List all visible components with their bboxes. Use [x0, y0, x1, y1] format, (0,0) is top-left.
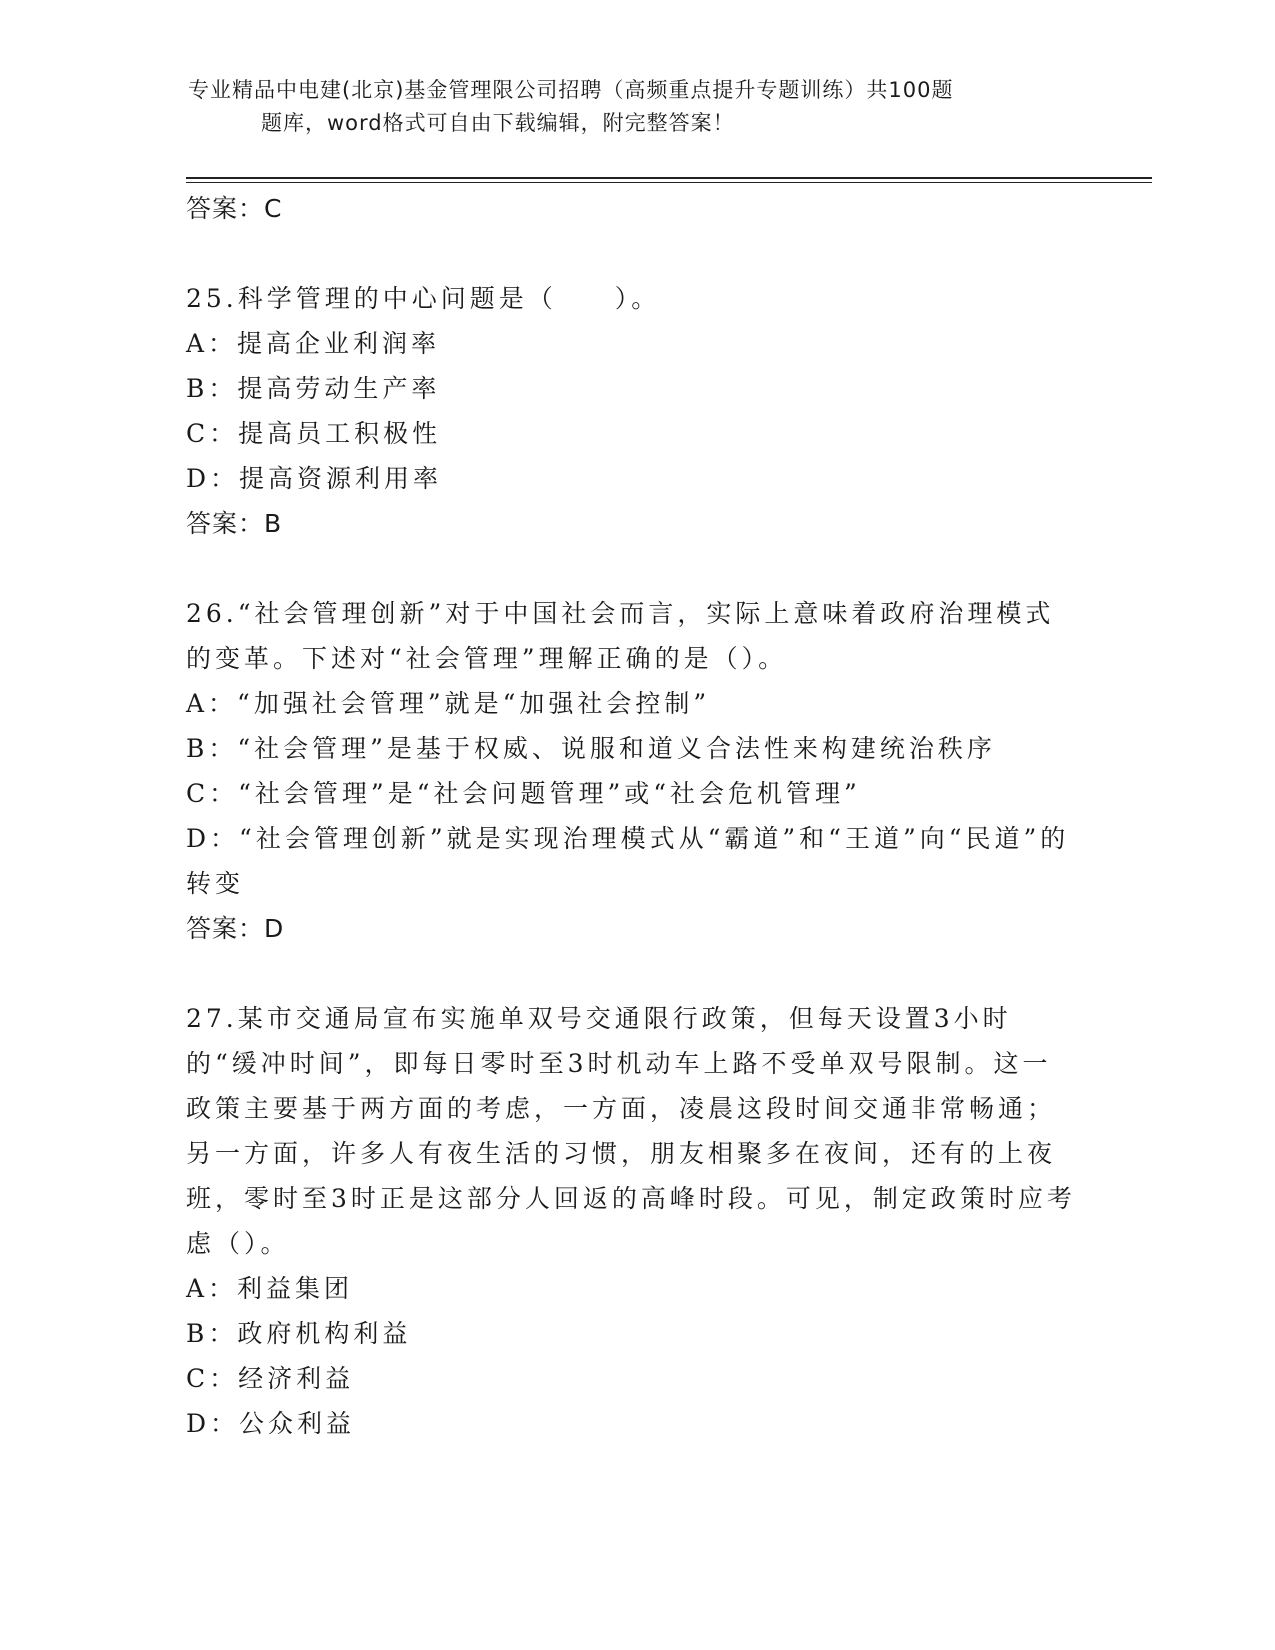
- header-rule-thick: [186, 177, 1152, 179]
- header-rule-thin: [186, 182, 1152, 183]
- header-line-2: 题库，word格式可自由下载编辑，附完整答案！: [261, 111, 735, 135]
- option-d: D：提高资源利用率: [186, 464, 443, 493]
- option-c: C：“社会管理”是“社会问题管理”或“社会危机管理”: [186, 779, 861, 808]
- option-b: B：提高劳动生产率: [186, 374, 441, 403]
- spacer: [186, 232, 1076, 276]
- option-d: D：“社会管理创新”就是实现治理模式从“霸道”和“王道”向“民道”的转变: [186, 824, 1070, 898]
- question-text: 25.科学管理的中心问题是（ ）。: [186, 284, 661, 313]
- option-d: D：公众利益: [186, 1409, 356, 1438]
- header-line-1: 专业精品中电建(北京)基金管理限公司招聘（高频重点提升专题训练）共100题: [188, 78, 954, 102]
- option-a: A：“加强社会管理”就是“加强社会控制”: [186, 689, 711, 718]
- option-c: C：经济利益: [186, 1364, 355, 1393]
- question-text: 26.“社会管理创新”对于中国社会而言，实际上意味着政府治理模式的变革。下述对“社会管理”理解正确的是（）。: [186, 599, 1055, 673]
- option-b: B：政府机构利益: [186, 1319, 412, 1348]
- option-a: A：利益集团: [186, 1274, 354, 1303]
- question-text: 27.某市交通局宣布实施单双号交通限行政策，但每天设置3小时的“缓冲时间”，即每日零时至3时机动车上路不受单双号限制。这一政策主要基于两方面的考虑，一方面，凌晨这段时间交通非常畅通；另一方面，许多人有夜生活的习惯，朋友相聚多在夜间，还有的上夜班，零时至3时正是这部分人回返的高峰时段。可见，制定政策时应考虑（）。: [186, 1004, 1076, 1258]
- question-26: [186, 591, 1076, 952]
- answer: 答案：B: [186, 509, 283, 538]
- answer: 答案：D: [186, 914, 285, 943]
- previous-answer: 答案：C: [186, 194, 283, 223]
- document-body: [186, 186, 1076, 1446]
- document-header: [188, 74, 1068, 140]
- question-27: [186, 996, 1076, 1446]
- spacer: [186, 952, 1076, 996]
- option-a: A：提高企业利润率: [186, 329, 441, 358]
- option-c: C：提高员工积极性: [186, 419, 442, 448]
- spacer: [186, 547, 1076, 591]
- question-25: [186, 276, 1076, 547]
- option-b: B：“社会管理”是基于权威、说服和道义合法性来构建统治秩序: [186, 734, 996, 763]
